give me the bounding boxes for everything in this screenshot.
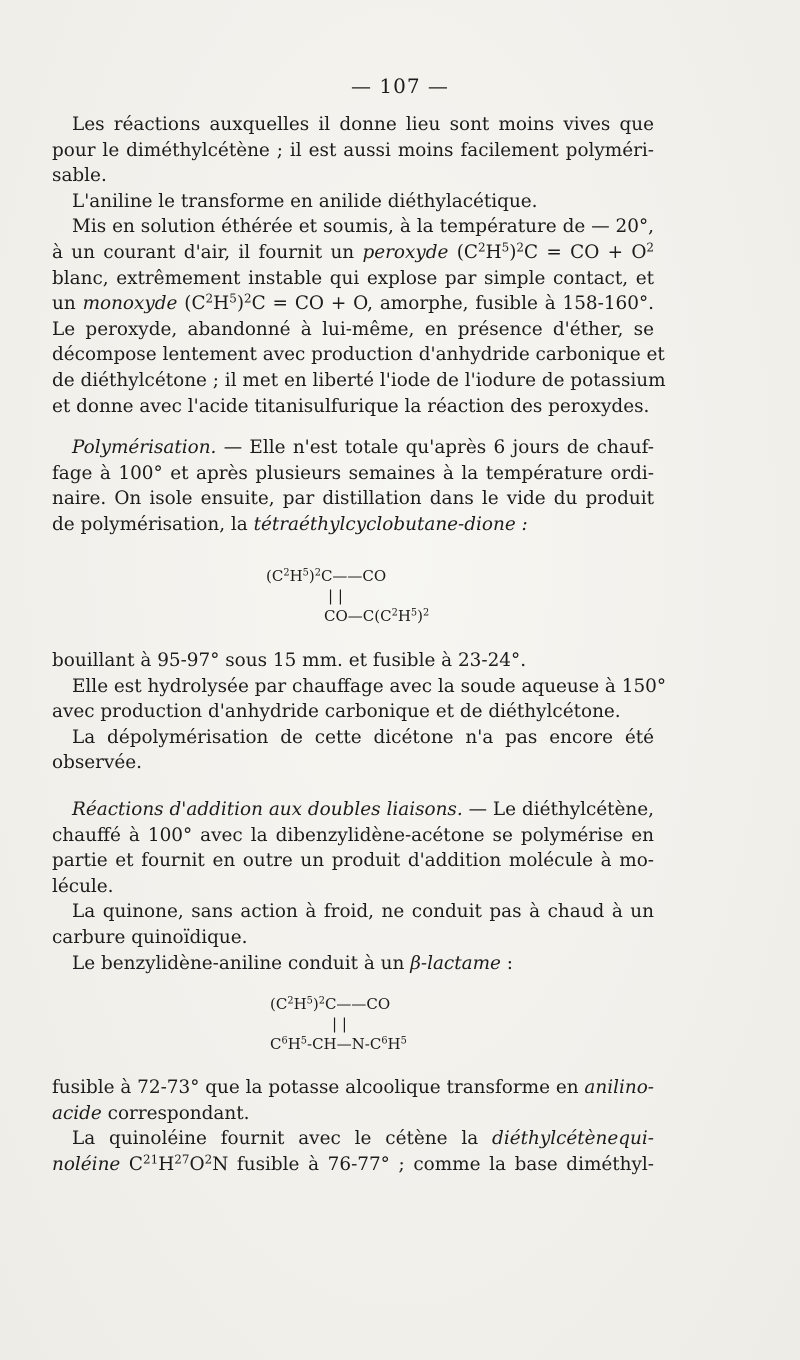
paragraph-line: à un courant d'air, il fournit un peroxyde $(C^2H^5)^2C$ = CO + $O^2$ [52,240,655,263]
paragraph-line: fusible à 72-73° que la potasse alcoolique transforme en anilino- [52,1077,654,1098]
paragraph-line: naire. On isole ensuite, par distillation dans le vide du produit [52,488,654,510]
paragraph-line: Elle est hydrolysée par chauffage avec la soude aqueuse à 150° [72,675,667,697]
formula-bonds: | | [332,1015,347,1033]
formula-bonds: | | [328,587,343,605]
paragraph-line: pour le diméthylcétène ; il est aussi moins facilement polyméri- [52,139,654,161]
paragraph-line: et donne avec l'acide titanisulfurique la réaction des peroxydes. [52,395,650,417]
paragraph-line: avec production d'anhydride carbonique et de diéthylcétone. [52,701,621,723]
paragraph-line: La dépolymérisation de cette dicétone n'a pas encore été [72,726,654,748]
paragraph-line: Réactions d'addition aux doubles liaisons. — Le diéthylcétène, [72,799,654,820]
paragraph-line: lécule. [52,875,114,897]
paragraph-line: bouillant à 95-97° sous 15 mm. et fusible à 23-24°. [52,650,527,671]
paragraph-line: observée. [52,752,142,774]
paragraph-line: noléine $C^{21}H^{27}O^2N$ fusible à 76-77° ; comme la base diméthyl- [52,1152,654,1175]
text-block-bottom [52,1075,654,1177]
text-block-middle [52,648,667,776]
structural-formula-lactame [270,994,407,1054]
paragraph-line: fage à 100° et après plusieurs semaines à la température ordi- [52,462,654,484]
paragraph-line: décompose lentement avec production d'anhydride carbonique et [52,344,665,366]
italic-term: noléine [52,1153,121,1175]
italic-term: monoxyde [82,293,178,315]
paragraph-line: un monoxyde $(C^2H^5)^2C$ = CO + O, amorphe, fusible à 158-160°. [52,291,654,315]
paragraph-line: blanc, extrêmement instable qui explose par simple contact, et [52,267,654,289]
paragraph-line: La quinone, sans action à froid, ne conduit pas à chaud à un [72,901,654,923]
formula-row: $(C^2H^5)^2C——CO$ [266,567,387,585]
formula-row: $(C^2H^5)^2C——CO$ [270,995,391,1013]
italic-term: peroxyde [362,241,449,263]
paragraph-line: Le peroxyde, abandonné à lui-même, en présence d'éther, se [52,318,654,340]
text-block-addition [52,797,654,976]
paragraph-line: Le benzylidène-aniline conduit à un β-lactame : [72,952,513,974]
paragraph-line: sable. [52,165,107,187]
paragraph-line: de polymérisation, la tétraéthylcyclobutane-dione : [52,513,528,535]
section-heading: Polymérisation. [72,437,217,458]
italic-term: β-lactame [410,952,501,974]
paragraph-line: Mis en solution éthérée et soumis, à la température de — 20°, [72,216,654,238]
page-number: — 107 — [351,74,449,98]
paragraph-line: carbure quinoïdique. [52,926,248,948]
text-block-polymerisation [52,435,654,537]
text-block-top [52,112,666,419]
section-heading: Réactions d'addition aux doubles liaisons. [72,799,463,820]
paragraph-line: de diéthylcétone ; il met en liberté l'iode de l'iodure de potassium [52,369,666,391]
paragraph-line: chauffé à 100° avec la dibenzylidène-acétone se polymérise en [52,824,654,846]
italic-term: acide [52,1102,102,1124]
paragraph-line: L'aniline le transforme en anilide diéthylacétique. [72,190,538,212]
paragraph-line: acide correspondant. [52,1102,250,1124]
formula-row: $C^6H^5-CH—N-C^6H^5$ [270,1035,407,1053]
italic-term: anilino- [584,1077,654,1098]
formula-row: $CO—C(C^2H^5)^2$ [324,607,430,625]
paragraph-line: La quinoléine fournit avec le cétène la diéthylcétènequi- [72,1128,654,1150]
structural-formula-dione [266,566,429,626]
paragraph-line: Les réactions auxquelles il donne lieu sont moins vives que [72,114,654,135]
paragraph-line: partie et fournit en outre un produit d'addition molécule à mo- [52,850,654,872]
italic-term: diéthylcétènequi- [492,1128,654,1150]
italic-term: tétraéthylcyclobutane-dione : [253,513,528,535]
paragraph-line: Polymérisation. — Elle n'est totale qu'après 6 jours de chauf- [72,437,654,458]
